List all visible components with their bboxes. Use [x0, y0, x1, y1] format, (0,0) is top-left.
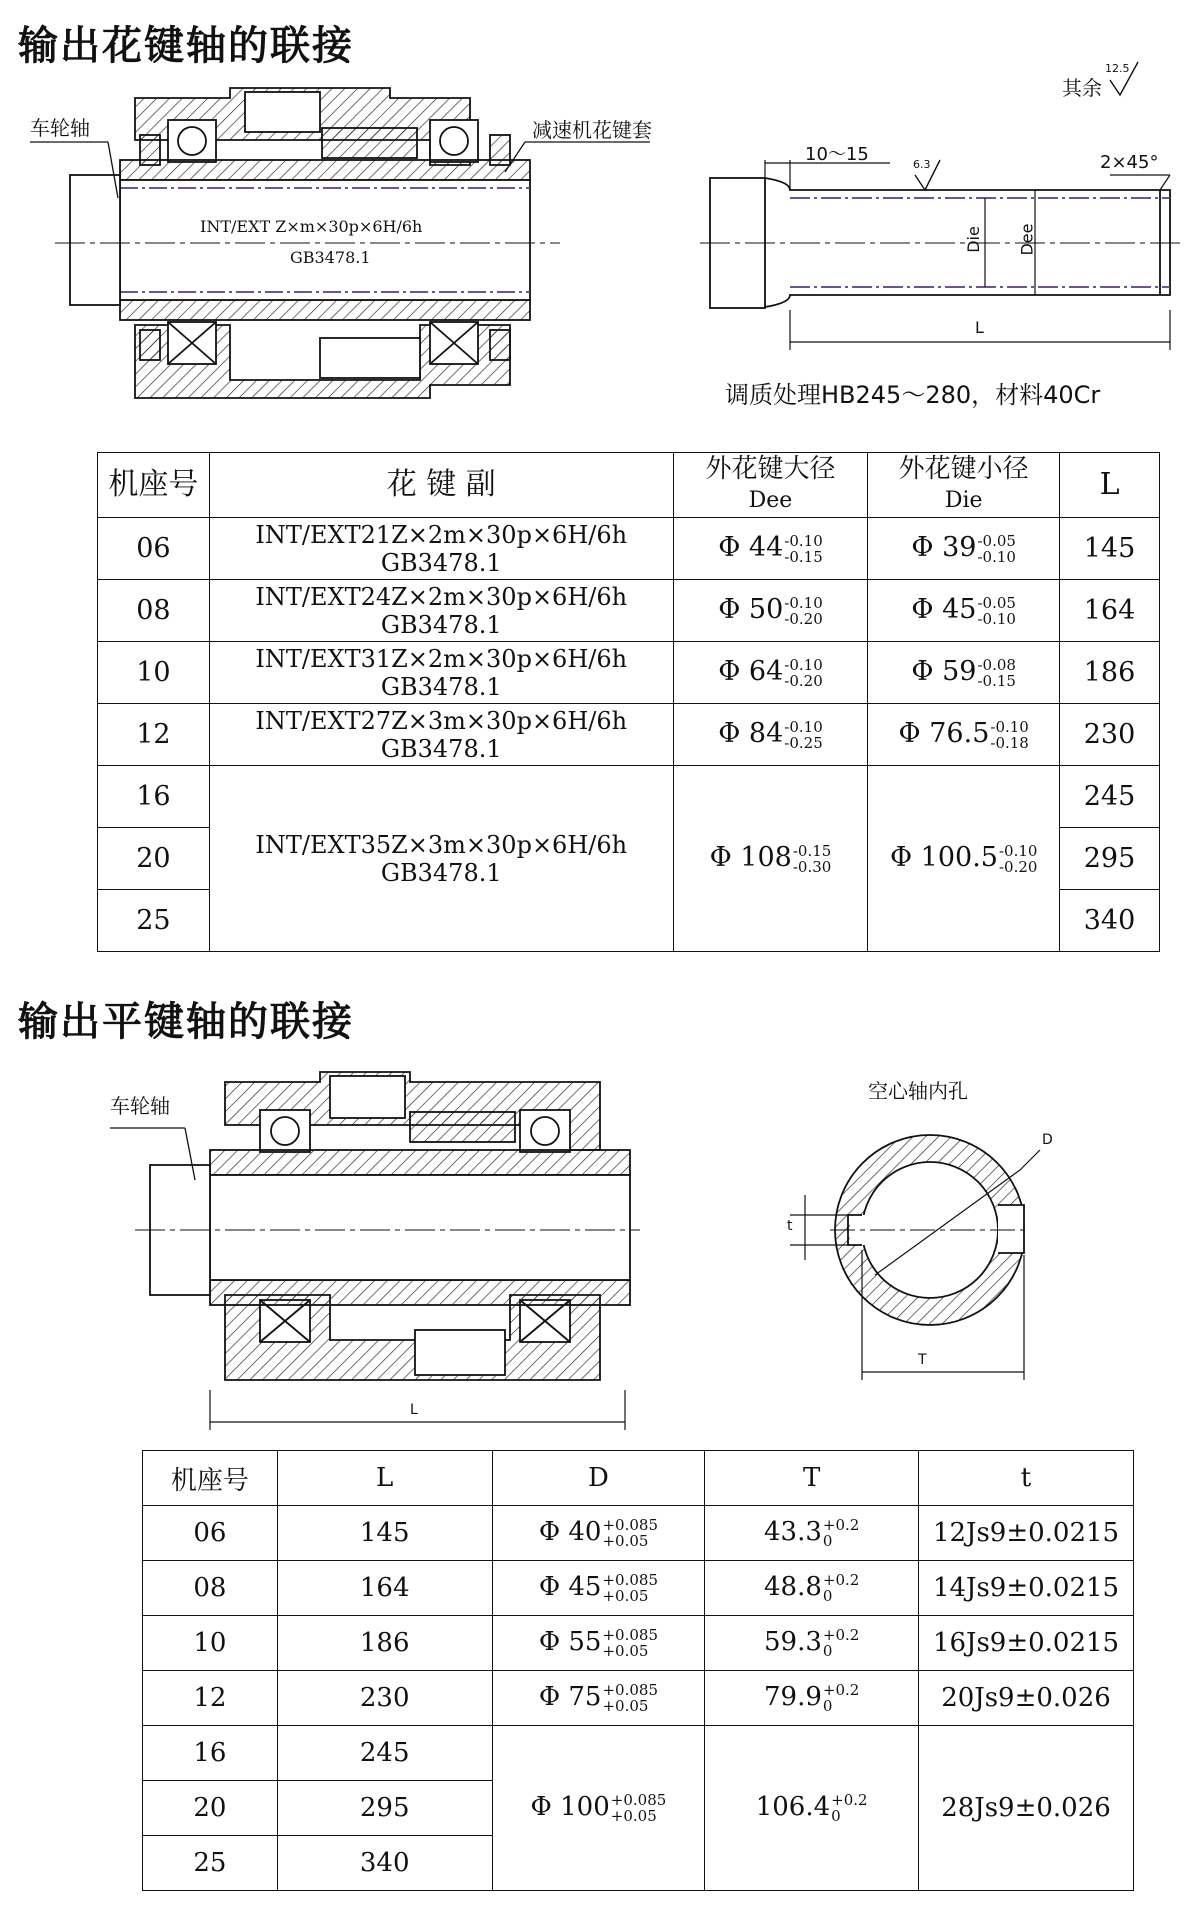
- table-row: [143, 1726, 1134, 1781]
- dim-l: L: [975, 318, 984, 337]
- d-cell: Φ 100 +0.085 +0.05: [492, 1726, 705, 1891]
- t-cell: 16Js9±0.0215: [919, 1616, 1134, 1671]
- header-spline-pair: 花 键 副: [209, 453, 673, 518]
- table-row: [143, 1616, 1134, 1671]
- header-t: t: [919, 1451, 1134, 1506]
- wheel-shaft-label-2: 车轮轴: [110, 1094, 170, 1118]
- spline-sleeve-label: 减速机花键套: [532, 118, 652, 142]
- roughness-label: 其余: [1062, 76, 1102, 100]
- table-row: [143, 1671, 1134, 1726]
- table-row: [98, 580, 1160, 642]
- t-cell: 28Js9±0.026: [919, 1726, 1134, 1891]
- hollow-bore-label: 空心轴内孔: [868, 1079, 968, 1103]
- die-cell: Φ 39 -0.05 -0.10: [868, 518, 1060, 580]
- l-cell: 295: [277, 1781, 492, 1836]
- roughness-value-2: 6.3: [913, 158, 931, 171]
- l-cell: 230: [277, 1671, 492, 1726]
- seat-cell: 10: [143, 1616, 278, 1671]
- header-major-dia: 外花键大径 Dee: [673, 453, 868, 518]
- d-cell: Φ 45 +0.085 +0.05: [492, 1561, 705, 1616]
- l-cell: 164: [277, 1561, 492, 1616]
- spline-shaft-drawing: [700, 62, 1185, 350]
- roughness-value: 12.5: [1105, 62, 1130, 75]
- l-cell: 295: [1060, 828, 1160, 890]
- table-header-row: [98, 453, 1160, 518]
- t-cell: 14Js9±0.0215: [919, 1561, 1134, 1616]
- T-cell: 48.8 +0.2 0: [705, 1561, 919, 1616]
- table-row: [98, 642, 1160, 704]
- d-cell: Φ 75 +0.085 +0.05: [492, 1671, 705, 1726]
- dee-cell: Φ 64 -0.10 -0.20: [673, 642, 868, 704]
- die-cell: Φ 100.5 -0.10 -0.20: [868, 766, 1060, 952]
- spline-spec-line1: INT/EXT Z×m×30p×6H/6h: [200, 217, 423, 236]
- l-cell: 340: [1060, 890, 1160, 952]
- header-d: D: [492, 1451, 705, 1506]
- table-row: [98, 518, 1160, 580]
- l-cell: 145: [1060, 518, 1160, 580]
- t-cell: 20Js9±0.026: [919, 1671, 1134, 1726]
- table-row: [143, 1561, 1134, 1616]
- dim-l-2: L: [410, 1402, 418, 1418]
- seat-cell: 10: [98, 642, 210, 704]
- dee-cell: Φ 50 -0.10 -0.20: [673, 580, 868, 642]
- die-cell: Φ 45 -0.05 -0.10: [868, 580, 1060, 642]
- header-seat: 机座号: [143, 1451, 278, 1506]
- dim-d: D: [1042, 1132, 1053, 1148]
- header-seat: 机座号: [98, 453, 210, 518]
- seat-cell: 06: [98, 518, 210, 580]
- dee-cell: Φ 44 -0.10 -0.15: [673, 518, 868, 580]
- header-l: L: [277, 1451, 492, 1506]
- spec-cell: INT/EXT35Z×3m×30p×6H/6h GB3478.1: [209, 766, 673, 952]
- dim-10-15: 10～15: [805, 144, 869, 165]
- hollow-bore-drawing: [790, 1135, 1040, 1380]
- seat-cell: 20: [143, 1781, 278, 1836]
- header-T: T: [705, 1451, 919, 1506]
- dee-cell: Φ 84 -0.10 -0.25: [673, 704, 868, 766]
- seat-cell: 20: [98, 828, 210, 890]
- l-cell: 186: [1060, 642, 1160, 704]
- die-cell: Φ 76.5 -0.10 -0.18: [868, 704, 1060, 766]
- seat-cell: 06: [143, 1506, 278, 1561]
- T-cell: 59.3 +0.2 0: [705, 1616, 919, 1671]
- spline-spec-table: [97, 452, 1160, 952]
- d-cell: Φ 55 +0.085 +0.05: [492, 1616, 705, 1671]
- header-minor-dia: 外花键小径 Die: [868, 453, 1060, 518]
- table-row: [98, 704, 1160, 766]
- spec-cell: INT/EXT31Z×2m×30p×6H/6h GB3478.1: [209, 642, 673, 704]
- dim-t: t: [787, 1218, 793, 1234]
- table-row: [98, 766, 1160, 828]
- seat-cell: 08: [98, 580, 210, 642]
- l-cell: 186: [277, 1616, 492, 1671]
- material-note: 调质处理HB245～280，材料40Cr: [725, 381, 1101, 409]
- T-cell: 106.4 +0.2 0: [705, 1726, 919, 1891]
- header-l: L: [1060, 453, 1160, 518]
- seat-cell: 08: [143, 1561, 278, 1616]
- T-cell: 79.9 +0.2 0: [705, 1671, 919, 1726]
- seat-cell: 16: [98, 766, 210, 828]
- flatkey-spec-table: [142, 1450, 1134, 1891]
- dim-die: Die: [963, 226, 983, 253]
- T-cell: 43.3 +0.2 0: [705, 1506, 919, 1561]
- d-cell: Φ 40 +0.085 +0.05: [492, 1506, 705, 1561]
- spec-cell: INT/EXT24Z×2m×30p×6H/6h GB3478.1: [209, 580, 673, 642]
- l-cell: 230: [1060, 704, 1160, 766]
- table-row: [143, 1506, 1134, 1561]
- l-cell: 245: [277, 1726, 492, 1781]
- dim-dee: Dee: [1017, 223, 1037, 256]
- l-cell: 245: [1060, 766, 1160, 828]
- l-cell: 340: [277, 1836, 492, 1891]
- section2-title: 输出平键轴的联接: [18, 999, 354, 1045]
- seat-cell: 12: [143, 1671, 278, 1726]
- dee-cell: Φ 108 -0.15 -0.30: [673, 766, 868, 952]
- seat-cell: 25: [98, 890, 210, 952]
- spline-spec-line2: GB3478.1: [290, 248, 371, 267]
- section1-title: 输出花键轴的联接: [18, 23, 354, 69]
- seat-cell: 16: [143, 1726, 278, 1781]
- l-cell: 164: [1060, 580, 1160, 642]
- die-cell: Φ 59 -0.08 -0.15: [868, 642, 1060, 704]
- spec-cell: INT/EXT21Z×2m×30p×6H/6h GB3478.1: [209, 518, 673, 580]
- t-cell: 12Js9±0.0215: [919, 1506, 1134, 1561]
- flatkey-assembly-drawing: [110, 1072, 640, 1430]
- dim-T: T: [918, 1352, 927, 1368]
- seat-cell: 25: [143, 1836, 278, 1891]
- wheel-shaft-label: 车轮轴: [30, 116, 90, 140]
- table-header-row: [143, 1451, 1134, 1506]
- l-cell: 145: [277, 1506, 492, 1561]
- chamfer-dim: 2×45°: [1100, 152, 1159, 173]
- spec-cell: INT/EXT27Z×3m×30p×6H/6h GB3478.1: [209, 704, 673, 766]
- seat-cell: 12: [98, 704, 210, 766]
